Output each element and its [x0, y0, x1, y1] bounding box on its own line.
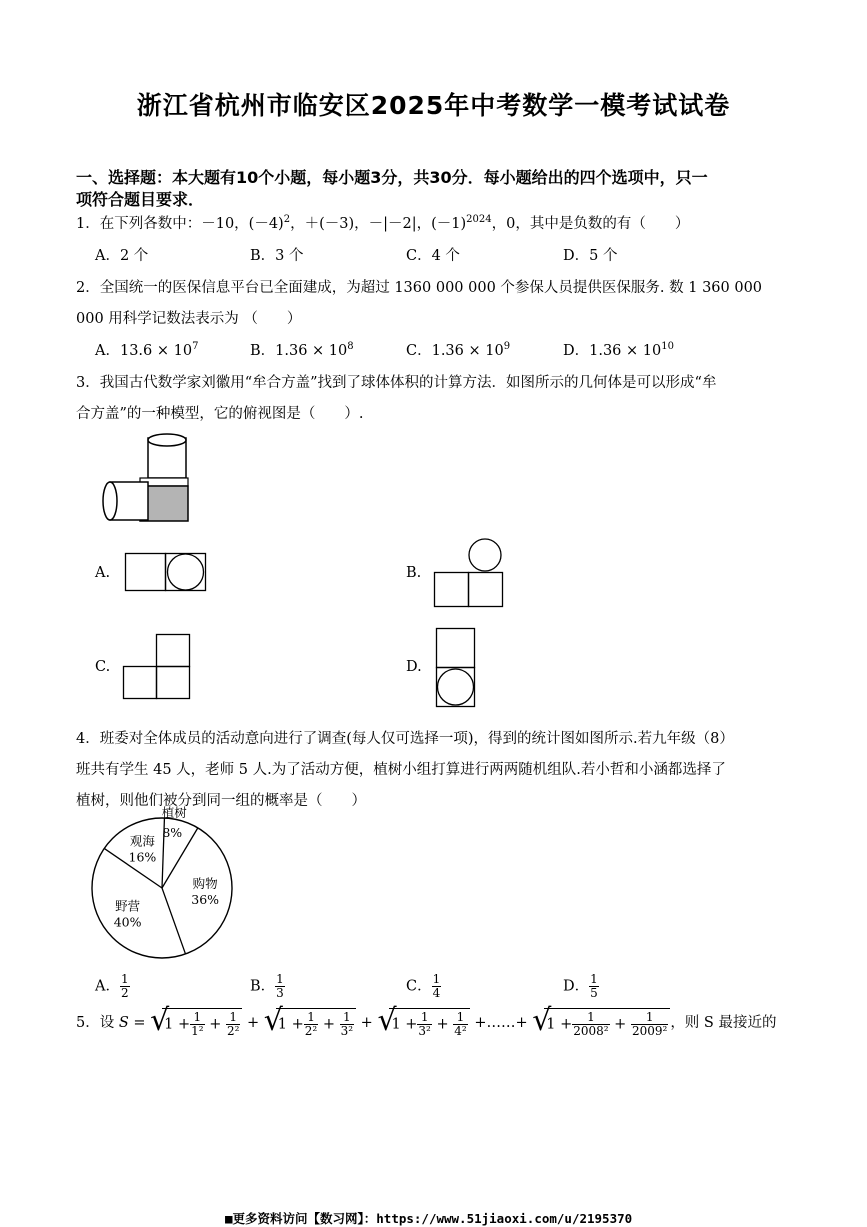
fraction-denominator: 2	[120, 986, 129, 1000]
pie-value-2: 36%	[191, 892, 220, 908]
section-heading-line2: 项符合题目要求．	[76, 190, 205, 209]
q3-option-a-figure[interactable]	[125, 553, 207, 591]
q4-option-a-label: A．	[95, 978, 120, 995]
q2-option-c-label: C．1.36 × 10	[406, 343, 504, 359]
q5-term4-b: 2009²	[631, 1024, 668, 1038]
q5-term3-b: 4²	[454, 1024, 467, 1038]
q4-option-c-fraction	[432, 973, 442, 1000]
pie-label-4: 观海	[129, 833, 155, 849]
pie-label-3: 野营	[115, 898, 141, 914]
q4-option-b-fraction	[275, 973, 285, 1000]
page-title: 浙江省杭州市临安区2025年中考数学一模考试试卷	[136, 91, 731, 120]
q4-option-c[interactable]	[406, 973, 441, 1000]
q2-option-d-label: D．1.36 × 10	[563, 343, 662, 359]
question-3-line1: 3．我国古代数学家刘徽用“牟合方盖”找到了球体体积的计算方法．如图所示的几何体是可以形成“牟	[76, 375, 717, 391]
q5-suffix: ，则 S 最接近的	[670, 1015, 777, 1031]
pie-label-1: 植树	[161, 805, 187, 821]
q2-option-d[interactable]	[563, 339, 674, 360]
q5-dots: +……+	[474, 1015, 528, 1031]
q3-option-d-label[interactable]: D.	[406, 659, 422, 675]
question-4-line1: 4．班委对全体成员的活动意向进行了调查(每人仅可选择一项)，得到的统计图如图所示.若九年级（8）	[76, 731, 734, 747]
q3-option-a-label[interactable]: A.	[95, 565, 111, 581]
fraction-numerator: 1	[276, 972, 284, 986]
question-4-line2: 班共有学生 45 人，老师 5 人.为了活动方便，植树小组打算进行两两随机组队.若小哲和小涵都选择了	[76, 762, 726, 778]
q5-term2-a: 2²	[304, 1024, 318, 1038]
q5-plus: +	[360, 1015, 373, 1031]
q5-s-symbol: S =	[118, 1015, 146, 1031]
q2-option-b-label: B．1.36 × 10	[250, 343, 348, 359]
fraction-denominator: 5	[590, 986, 598, 1000]
q2-option-a-label: A．13.6 × 10	[95, 343, 193, 359]
q5-term1-a: 1²	[191, 1024, 204, 1038]
q5-term3-a: 3²	[418, 1024, 431, 1038]
q2-option-b-exp: 8	[347, 341, 354, 353]
q5-sqrt-term-3: √ 1 + $\frac{1}{\text{3²}}$ + $\frac{1}{\text{4²}}$	[377, 1008, 469, 1038]
q2-option-d-exp: 10	[661, 341, 674, 353]
q5-plus: +	[247, 1015, 260, 1031]
q1-sup2: 2024	[466, 214, 492, 226]
q5-one: 1 +	[546, 1016, 573, 1033]
fraction-numerator: 1	[432, 972, 441, 986]
q3-option-c-label[interactable]: C.	[95, 659, 111, 675]
q4-option-d-label: D．	[563, 978, 590, 995]
question-2-line2: 000 用科学记数法表示为 （ ）	[76, 311, 302, 327]
q3-option-b-label[interactable]: B.	[406, 565, 422, 581]
q3-option-c-figure[interactable]	[123, 634, 191, 700]
q4-option-b-label: B．	[250, 978, 276, 995]
q4-pie-chart	[92, 805, 242, 962]
question-4-line3: 植树，则他们被分到同一组的概率是（ ）	[76, 793, 366, 809]
q5-sqrt-term-last: √ 1 + $\frac{1}{\text{2008²}}$ + $\frac{1}{\text{2009²}}$	[532, 1008, 670, 1038]
q2-option-a[interactable]	[95, 339, 198, 360]
question-5-line1	[76, 1003, 777, 1038]
q4-option-b[interactable]	[250, 973, 285, 1000]
fraction-numerator: 1	[590, 972, 598, 986]
q5-sqrt-term-1: √ 1 + $\frac{1}{\text{1²}}$ + $\frac{1}{\text{2²}}$	[150, 1008, 242, 1038]
q5-term4-a: 2008²	[573, 1024, 609, 1038]
q1-stem-b: ，＋(－3)，－|－2|，(－1)	[290, 216, 467, 232]
section-heading-line1: 一、选择题：本大题有10个小题，每小题3分，共30分．每小题给出的四个选项中，只一	[76, 168, 708, 187]
q1-option-a[interactable]: A．2 个	[95, 248, 149, 264]
pie-value-4: 16%	[128, 849, 157, 865]
q4-option-c-label: C．	[406, 978, 432, 995]
q3-solid-figure	[100, 432, 195, 524]
q1-option-c[interactable]: C．4 个	[406, 248, 460, 264]
q4-option-d[interactable]	[563, 973, 599, 1000]
q4-option-a[interactable]	[95, 973, 130, 1000]
q1-stem-c: ，0，其中是负数的有（ ）	[491, 216, 690, 232]
q4-option-a-fraction	[120, 973, 130, 1000]
q1-option-d[interactable]: D．5 个	[563, 248, 618, 264]
q2-option-c-exp: 9	[503, 341, 511, 353]
q2-option-a-exp: 7	[192, 341, 199, 353]
q5-one: 1 +	[391, 1016, 418, 1033]
q1-sup1: 2	[283, 214, 291, 226]
footer-link[interactable]: ■更多资料访问【数习网】：https://www.51jiaoxi.com/u/2195370	[225, 1211, 633, 1226]
pie-value-3: 40%	[113, 914, 142, 930]
q5-term2-b: 3²	[340, 1024, 354, 1038]
fraction-numerator: 1	[120, 972, 129, 986]
question-2-line1: 2．全国统一的医保信息平台已全面建成，为超过 1360 000 000 个参保人员提供医保服务. 数 1 360 000	[76, 280, 763, 296]
question-1-stem	[76, 212, 689, 233]
q5-one: 1 +	[277, 1016, 304, 1033]
q2-option-c[interactable]	[406, 339, 510, 360]
q5-prefix: 5．设	[76, 1015, 115, 1031]
q3-option-b-figure[interactable]	[434, 538, 504, 608]
fraction-denominator: 3	[276, 986, 284, 1000]
q5-term1-b: 2²	[226, 1024, 240, 1038]
figure-vertical-cylinder-top	[148, 434, 186, 446]
q5-one: 1 +	[164, 1016, 191, 1033]
fraction-denominator: 4	[432, 986, 441, 1000]
q2-option-b[interactable]	[250, 339, 354, 360]
q1-stem-a: 1．在下列各数中：－10，(－4)	[76, 216, 284, 232]
question-3-line2: 合方盖”的一种模型，它的俯视图是（ ）.	[76, 406, 364, 422]
pie-value-1: 8%	[162, 825, 183, 841]
q1-option-b[interactable]: B．3 个	[250, 248, 304, 264]
figure-horizontal-cylinder-end	[103, 482, 117, 520]
q4-option-d-fraction	[589, 973, 599, 1000]
pie-label-2: 购物	[192, 876, 218, 892]
q3-option-d-figure[interactable]	[436, 628, 476, 708]
q5-sqrt-term-2: √ 1 + $\frac{1}{\text{2²}}$ + $\frac{1}{\text{3²}}$	[264, 1008, 356, 1038]
